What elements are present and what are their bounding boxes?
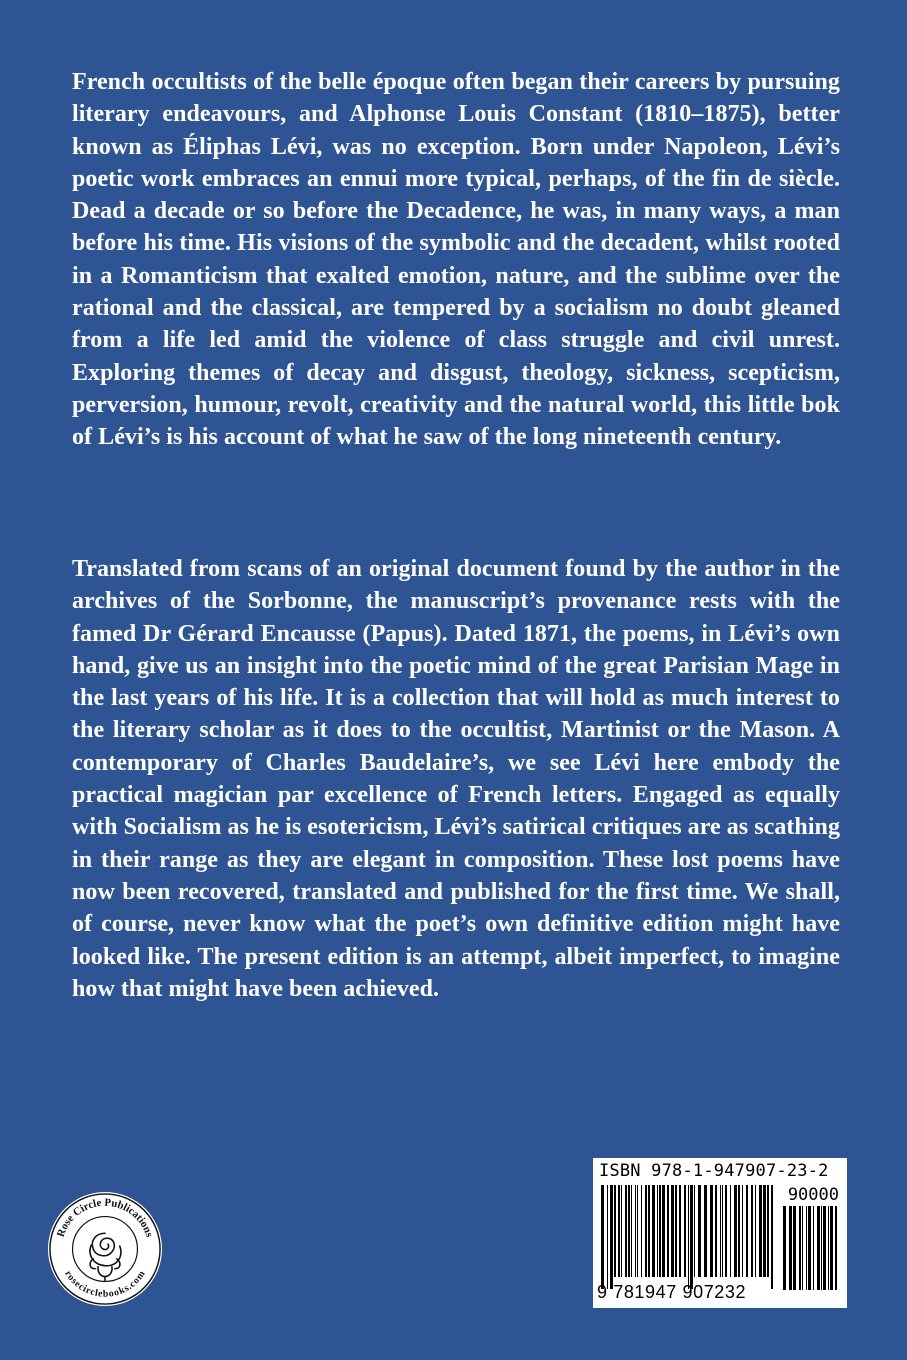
barcode-addon-bars [783,1206,839,1302]
barcode-bar [802,1206,803,1290]
barcode-bar [806,1206,807,1290]
barcode-bar [742,1185,743,1277]
barcode-bar [694,1185,695,1277]
barcode-bar [783,1206,786,1290]
barcode-bar [671,1185,674,1277]
barcode-bar [763,1185,766,1277]
barcode-digits: 9 781947 907232 [597,1282,747,1302]
barcode-bars [601,1185,776,1289]
barcode-bar [610,1185,613,1289]
barcode-bar [621,1185,622,1277]
barcode-bar [679,1185,681,1277]
barcode-bar [835,1206,837,1290]
barcode-bar [738,1185,740,1277]
barcode-bar [601,1185,604,1289]
barcode-bar [828,1206,829,1290]
barcode-bar [628,1185,630,1277]
barcode-bar [710,1185,713,1277]
barcode-bar [722,1185,723,1277]
barcode-bar [755,1185,756,1277]
barcode-bar [662,1185,665,1277]
barcode-bar [771,1185,773,1289]
barcode-bar [645,1185,647,1277]
barcode-bar [746,1185,748,1277]
barcode-bar [637,1185,638,1277]
barcode-bar [823,1206,826,1290]
barcode-bar [821,1206,822,1290]
barcode-bar [607,1185,608,1289]
isbn-label: ISBN 978-1-947907-23-2 [599,1161,829,1181]
barcode-bar [648,1185,650,1277]
barcode-bar [830,1206,833,1290]
barcode-bar [667,1185,669,1277]
barcode-bar [704,1185,707,1277]
barcode-bar [657,1185,658,1277]
barcode-bar [720,1185,721,1277]
publisher-seal [46,1190,164,1308]
barcode-bar [618,1185,620,1277]
barcode-bar [730,1185,731,1277]
barcode-bar [614,1185,616,1277]
seal-publisher-url: rosecirclebooks.com [62,1268,148,1300]
barcode-bar [688,1185,689,1289]
seal-publisher-name: Rose Circle Publications [54,1196,156,1239]
barcode-bar [625,1185,627,1277]
barcode-bar [767,1185,769,1277]
price-code: 90000 [787,1185,839,1205]
barcode-bar [684,1185,686,1277]
barcode-bar [659,1185,661,1277]
barcode-bar [751,1185,753,1277]
barcode-bar [631,1185,632,1277]
barcode-bar [808,1206,811,1290]
barcode-bar [817,1206,820,1290]
blurb-paragraph-2: Translated from scans of an original document found by the author in the archives of the Sorbonne, the manuscript’s provenance rests with the famed Dr Gérard Encausse (Papus). Dated 1871, the poems, in Lévi’s own hand, give us an insight into the poetic mind of the great Parisian Mage in the last years of his life. It is a collection that will hold as much interest to the literary scholar as it does to the occultist, Martinist or the Mason. A contemporary of Charles Baudelaire’s, we see Lévi here embody the practical magician par excellence of French letters. Engaged as equally with Socialism as he is esotericism, Lévi’s satirical critiques are as scathing in their range as they are elegant in composition. These lost poems have now been recovered, translated and published for the first time. We shall, of course, never know what the poet’s own definitive edition might have looked like. The present edition is an attempt, albeit imperfect, to imagine how that might have been achieved. [72,556,840,1002]
barcode-bar [799,1206,801,1290]
barcode-bar [813,1206,814,1290]
isbn-barcode [593,1158,847,1308]
barcode-bar [635,1185,636,1277]
barcode-bar [725,1185,727,1277]
blurb-paragraph-1: French occultists of the belle époque often began their careers by pursuing literary endeavours, and Alphonse Louis Constant (1810–1875), better known as Éliphas Lévi, was no exception. Born under Napoleon, Lévi’s poetic work embraces an ennui more typical, perhaps, of the fin de siècle. Dead a decade or so before the Decadence, he was, in many ways, a man before his time. His visions of the symbolic and the decadent, whilst rooted in a Romanticism that exalted emotion, nature, and the sublime over the rational and the classical, are tempered by a socialism no doubt gleaned from a life led amid the violence of class struggle and civil unrest. Exploring themes of decay and disgust, theology, sickness, scepticism, perversion, humour, revolt, creativity and the natural world, this little bok of Lévi’s is his account of what he saw of the long nineteenth century. [72,69,840,451]
barcode-bar [675,1185,677,1277]
barcode-bar [759,1185,762,1277]
barcode-bar [690,1185,693,1289]
barcode-bar [715,1185,717,1277]
barcode-bar [734,1185,737,1277]
barcode-bar [641,1185,642,1277]
barcode-bar [652,1185,655,1277]
barcode-bar [698,1185,701,1277]
barcode-bar [789,1206,792,1290]
barcode-bar [793,1206,796,1290]
